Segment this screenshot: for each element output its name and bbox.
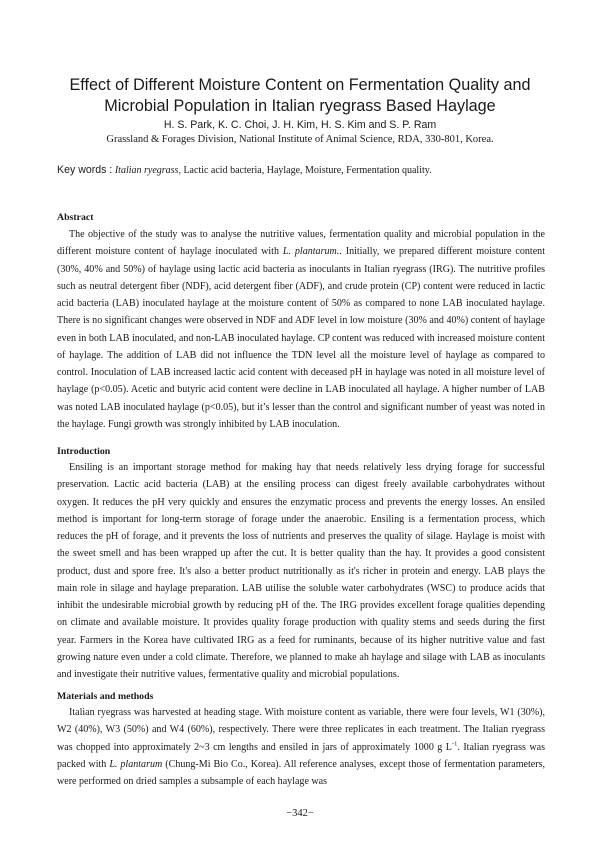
- author-list: H. S. Park, K. C. Choi, J. H. Kim, H. S. Kim and S. P. Ram: [163, 119, 437, 131]
- abstract-body: [57, 226, 545, 433]
- introduction-heading: Introduction: [57, 446, 111, 457]
- page-number: −342−: [286, 808, 314, 819]
- title-line-1: Effect of Different Moisture Content on Fermentation Quality and: [69, 76, 531, 94]
- abstract-heading: Abstract: [57, 212, 94, 223]
- methods-heading: Materials and methods: [57, 691, 154, 702]
- keywords-rest: Lactic acid bacteria, Haylage, Moisture, Fermentation quality.: [180, 165, 432, 176]
- methods-text-c: (Chung-Mi Bio Co., Korea). All reference analyses, except those of fermentation parameters, were performed on dried samples a subsample of each haylage was: [57, 758, 545, 787]
- abstract-text-b: . Initially, we prepared different moisture content (30%, 40% and 50%) of haylage using lactic acid bacteria as inoculants in Italian ryegrass (IRG). The nutritive profiles such as neutral detergent fiber (NDF), acid detergent fiber (ADF), and crude protein (CP) content were reduced in lactic acid bacteria (LAB) inoculated haylage at the moisture content of 50% as compared to none LAB inoculated haylage. There is no significant changes were observed in NDF and ADF level in low moisture (30% and 40%) content of haylage even in both LAB inoculated, and non-LAB inoculated haylage. CP content was reduced with increased moisture content of haylage. The addition of LAB did not influence the TDN level all the moisture level of haylage as compared to control. Inoculation of LAB increased lactic acid content with deceased pH in haylage was noted in all moisture level of haylage (p<0.05). Acetic and butyric acid content were decline in LAB inoculated all haylage. A higher number of LAB was noted LAB inoculated haylage (p<0.05), but it’s lesser than the control and significant number of yeast was noted in the haylage. Fungi growth was strongly inhibited by LAB inoculation.: [57, 246, 545, 430]
- methods-text-a: Italian ryegrass was harvested at heading stage. With moisture content as variable, there were four levels, W1 (30%), W2 (40%), W3 (50%) and W4 (60%), respectively. There were three replicates in each treatment. The Italian ryegrass was chopped into approximately 2~3 cm lengths and ensiled in jars of approximately 1000 g L: [57, 707, 545, 753]
- keywords-line: [57, 163, 557, 178]
- introduction-body: Ensiling is an important storage method for making hay that needs relatively less drying forage for successful preservation. Lactic acid bacteria (LAB) at the ensiling process can digest freely available carbohydrates without oxygen. It reduces the pH very quickly and ensures the enzymatic process and prevents the energy losses. An ensiled method is important for long-term storage of forage under the anaerobic. Ensiling is a fermentation process, which reduces the pH of forage, and it prevents the loss of nutrients and preserves the quality of silage. Haylage is moist with the sweet smell and has been wrapped up after the cut. It is better quality than the hay. It provides a good consistent product, dust and spore free. It's also a better product nutritionally as it's richer in protein and energy. LAB plays the main role in silage and haylage preparation. LAB utilise the soluble water carbohydrates (WSC) to produce acids that inhibit the undesirable microbial growth by reducing pH of the. The IRG provides excellent forage qualities depending on climate and available moisture. It provides quality forage production with quality stems and seeds during the first year. Farmers in the Korea have cultivated IRG as a feed for ruminants, because of its higher nutritive value and fast growing nature even under a cold climate. Therefore, we planned to make ah haylage and silage with LAB as inoculants and investigate their nutritive values, fermentative quality and microbial populations.: [57, 462, 545, 680]
- title-line-2: Microbial Population in Italian ryegrass Based Haylage: [104, 97, 496, 115]
- methods-body: [57, 704, 545, 790]
- affiliation: Grassland & Forages Division, National Institute of Animal Science, RDA, 330-801, Korea.: [106, 134, 494, 145]
- keywords-italic-term: Italian ryegrass,: [114, 165, 181, 176]
- abstract-species-italic: L. plantarum.: [282, 246, 340, 258]
- keywords-label: Key words :: [57, 164, 113, 176]
- abstract-text-a: The objective of the study was to analyse the nutritive values, fermentation quality and microbial population in the different moisture content of haylage inoculated with: [57, 229, 545, 258]
- paper-title: [40, 75, 560, 117]
- methods-text-b: . Italian ryegrass was packed with: [57, 741, 545, 770]
- methods-superscript: -1: [451, 740, 458, 748]
- methods-species-italic: L. plantarum: [109, 758, 163, 770]
